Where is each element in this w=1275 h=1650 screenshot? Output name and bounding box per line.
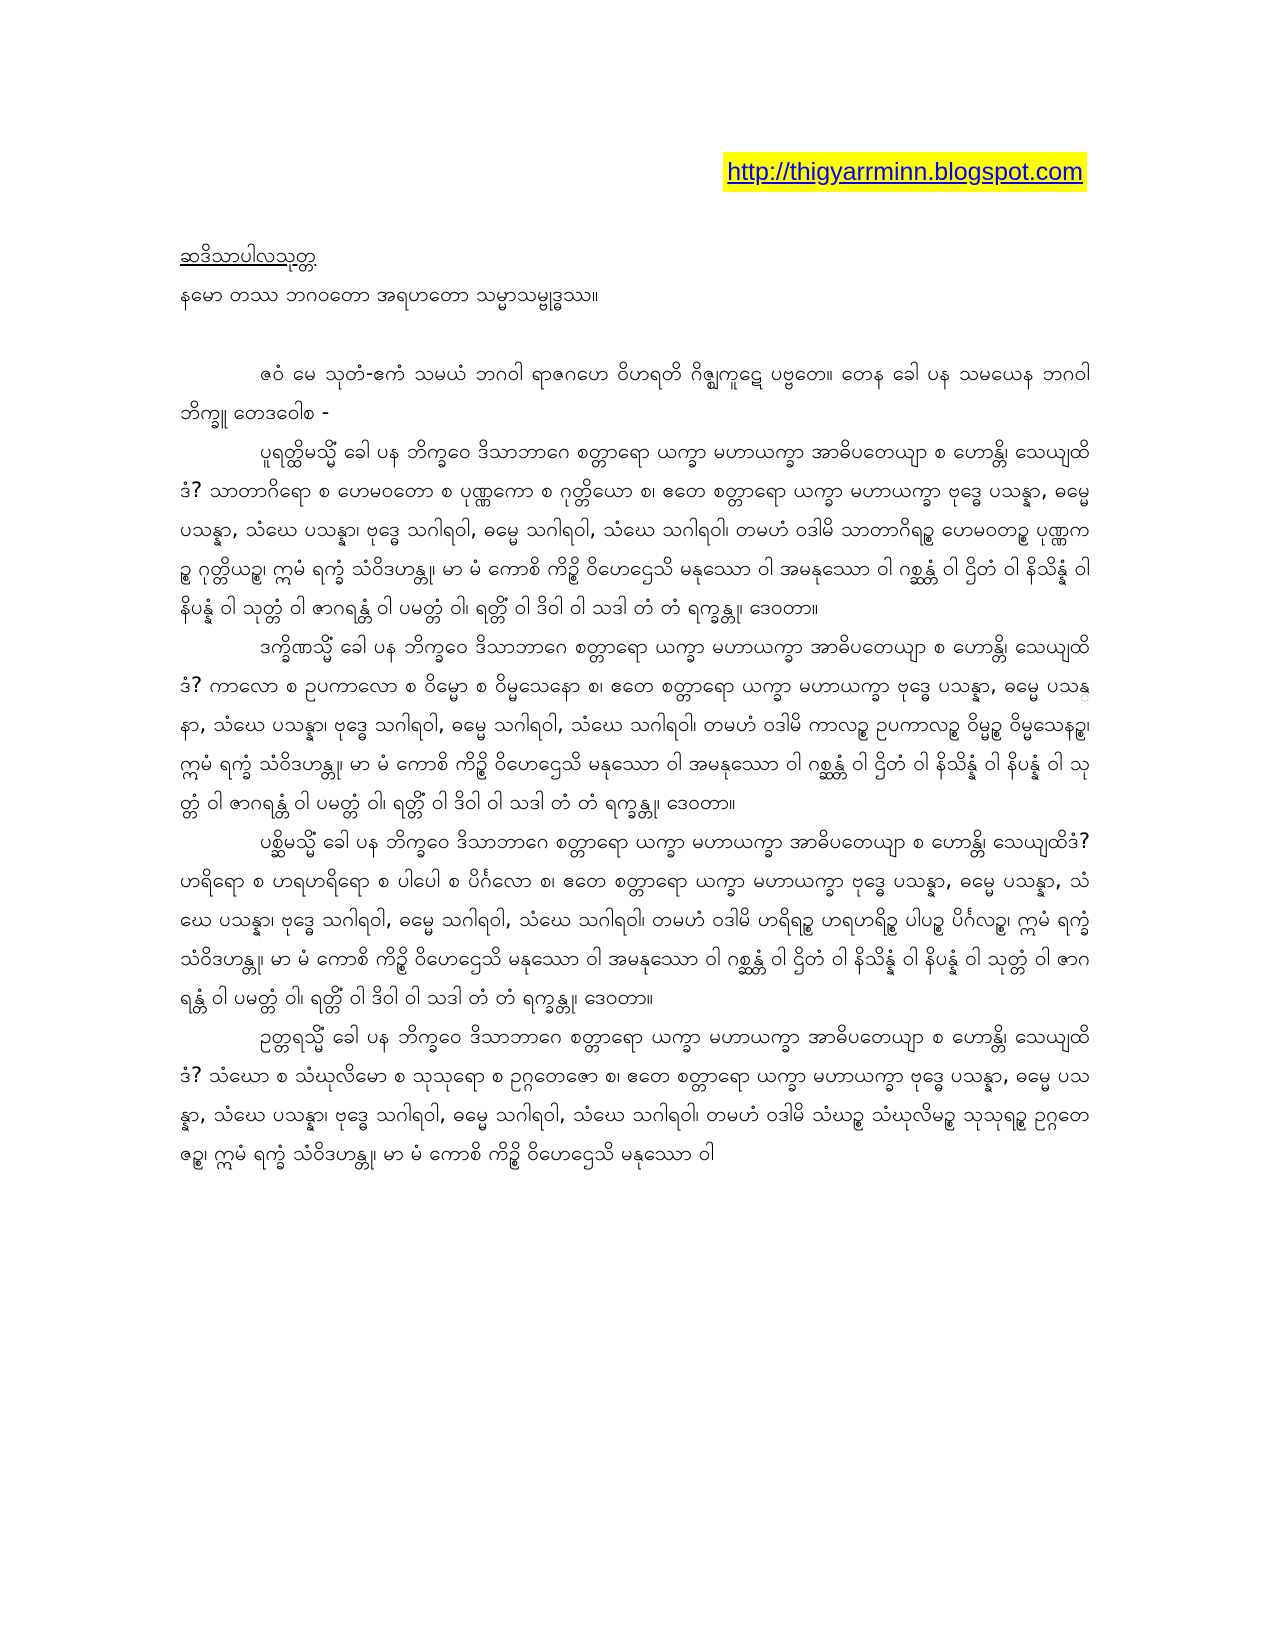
paragraph-east: ပူရတ္ထိမသ္မိံ ခေါ ပန ဘိက္ခဝေ ဒိသာဘာဂေ စတ္တာရော ယက္ခာ မဟာယက္ခာ အာဓိပတေယျာ စ ဟောန္တိ၊ သေယျထိဒံ? သာတာဂိရော စ ဟေမဝတော စ ပုဏ္ဏကော စ ဂုတ္တိယော စ၊ ဧတေ စတ္တာရော ယက္ခာ မဟာယက္ခာ ဗုဒ္ဓေ ပသန္နာ, ဓမ္မေ ပသန္နာ, သံဃေ ပသန္နာ၊ ဗုဒ္ဓေ သဂါရဝါ, ဓမ္မေ သဂါရဝါ, သံဃေ သဂါရဝါ၊ တမဟံ ဝဒါမိ သာတာဂိရဥ္စ ဟေမဝတဉ္စ ပုဏ္ဏကဉ္စ ဂုတ္တိယဉ္စ၊ ဣမံ ရက္ခံ သံဝိဒဟန္တု၊ မာ မံ ကောစိ ကိဉ္စိ ဝိဟေဌေသိ မနုဿော ဝါ အမနုဿော ဝါ ဂစ္ဆန္တံ ဝါ ဌိတံ ဝါ နိသိန္နံ ဝါ နိပန္နံ ဝါ သုတ္တံ ဝါ ဇာဂရန္တံ ဝါ ပမတ္တံ ဝါ၊ ရတ္တိံ ဝါ ဒိဝါ ဝါ သဒါ တံ တံ ရက္ခန္တု၊ ဒေဝတာ။ (180, 439, 1091, 619)
document-body (180, 236, 1090, 1173)
paragraph-south: ဒက္ခိဏသ္မိံ ခေါ ပန ဘိက္ခဝေ ဒိသာဘာဂေ စတ္တာရော ယက္ခာ မဟာယက္ခာ အာဓိပတေယျာ စ ဟောန္တိ၊ သေယျထိဒံ? ကာလော စ ဥပကာလော စ ဝိမ္မော စ ဝိမ္မသေနော စ၊ ဧတေ စတ္တာရော ယက္ခာ မဟာယက္ခာ ဗုဒ္ဓေ ပသန္နာ, ဓမ္မေ ပသန္နာ, သံဃေ ပသန္နာ၊ ဗုဒ္ဓေ သဂါရဝါ, ဓမ္မေ သဂါရဝါ, သံဃေ သဂါရဝါ၊ တမဟံ ဝဒါမိ ကာလဉ္စ ဥပကာလဉ္စ ဝိမ္မဉ္စ ဝိမ္မသေနဉ္စ၊ ဣမံ ရက္ခံ သံဝိဒဟန္တု၊ မာ မံ ကောစိ ကိဉ္စိ ဝိဟေဌေသိ မနုဿော ဝါ အမနုဿော ဝါ ဂစ္ဆန္တံ ဝါ ဌိတံ ဝါ နိသိန္နံ ဝါ နိပန္နံ ဝါ သုတ္တံ ဝါ ဇာဂရန္တံ ဝါ ပမတ္တံ ဝါ၊ ရတ္တိံ ဝါ ဒိဝါ ဝါ သဒါ တံ တံ ရက္ခန္တု၊ ဒေဝတာ။ (180, 634, 1090, 814)
blog-url-link[interactable]: http://thigyarrminn.blogspot.com (723, 152, 1087, 192)
paragraph-west: ပစ္ဆိမသ္မိံ ခေါ ပန ဘိက္ခဝေ ဒိသာဘာဂေ စတ္တာရော ယက္ခာ မဟာယက္ခာ အာဓိပတေယျာ စ ဟောန္တိ၊ သေယျထိဒံ? ဟရိရော စ ဟရဟရိရော စ ပါပေါ စ ပိင်္ဂလော စ၊ ဧတေ စတ္တာရော ယက္ခာ မဟာယက္ခာ ဗုဒ္ဓေ ပသန္နာ, ဓမ္မေ ပသန္နာ, သံဃေ ပသန္နာ၊ ဗုဒ္ဓေ သဂါရဝါ, ဓမ္မေ သဂါရဝါ, သံဃေ သဂါရဝါ၊ တမဟံ ဝဒါမိ ဟရိရဉ္စ ဟရဟရိဉ္စ ပါပဉ္စ ပိင်္ဂလဉ္စ၊ ဣမံ ရက္ခံ သံဝိဒဟန္တု၊ မာ မံ ကောစိ ကိဉ္စိ ဝိဟေဌေသိ မနုဿော ဝါ အမနုဿော ဝါ ဂစ္ဆန္တံ ဝါ ဌိတံ ဝါ နိသိန္နံ ဝါ နိပန္နံ ဝါ သုတ္တံ ဝါ ဇာဂရန္တံ ဝါ ပမတ္တံ ဝါ၊ ရတ္တိံ ဝါ ဒိဝါ ဝါ သဒါ တံ တံ ရက္ခန္တု၊ ဒေဝတာ။ (180, 829, 1090, 1009)
sutta-title: ဆဒိသာပါလသုတ္တ (180, 243, 317, 267)
paragraph-intro: ဇဝံ မေ သုတံ-ဧကံ သမယံ ဘဂဝါ ရာဇဂဟေ ဝိဟရတိ ဂိဇ္ဈကူဋေ ပဗ္ဗတေ။ တေန ခေါ ပန သမယေန ဘဂဝါ ဘိက္ခူ တေဒဝေါစ - (180, 361, 1090, 424)
homage-line: နမော တဿ ဘဂဝတော အရဟတော သမ္မာသမ္ဗုဒ္ဓဿ။ (180, 282, 599, 306)
paragraph-north: ဥတ္တရသ္မိံ ခေါ ပန ဘိက္ခဝေ ဒိသာဘာဂေ စတ္တာရော ယက္ခာ မဟာယက္ခာ အာဓိပတေယျာ စ ဟောန္တိ၊ သေယျထိဒံ? သံဃော စ သံဃုလိမော စ သုသုရော စ ဥဂ္ဂတေဇော စ၊ ဧတေ စတ္တာရော ယက္ခာ မဟာယက္ခာ ဗုဒ္ဓေ ပသန္နာ, ဓမ္မေ ပသန္နာ, သံဃေ ပသန္နာ၊ ဗုဒ္ဓေ သဂါရဝါ, ဓမ္မေ သဂါရဝါ, သံဃေ သဂါရဝါ၊ တမဟံ ဝဒါမိ သံဃဉ္စ သံဃုလိမဉ္စ သုသုရဉ္စ ဥဂ္ဂတေဇဉ္စ၊ ဣမံ ရက္ခံ သံဝိဒဟန္တု၊ မာ မံ ကောစိ ကိဉ္စိ ဝိဟေဌေသိ မနုဿော ဝါ (180, 1024, 1090, 1165)
